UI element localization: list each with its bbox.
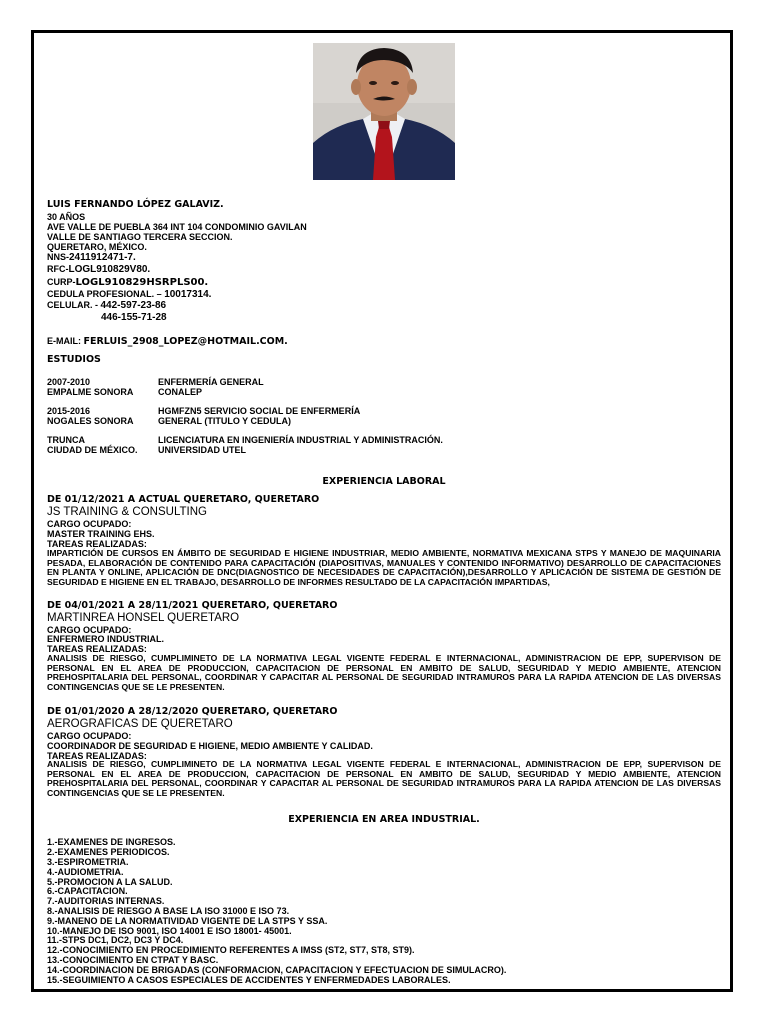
job-1-tasks: IMPARTICIÓN DE CURSOS EN ÁMBITO DE SEGURIDAD E HIGIENE INDUSTRIAR, MEDIO AMBIENTE, NORMATIVA MEXICANA STPS Y MANEJO DE MAQUINARIA PESADA, ELABORACIÓN DE CONTENIDO PARA CAPACITACIÓN (DIAPOSITIVAS, MANUALES Y CONTENIDO INFORMATIVO) DESARROLLO DE CAPACITACIONES EN PLANTA Y ONLINE, APLICACIÓN DE DNC(DIAGNOSTICO DE NECESIDADES DE CAPACITACIÓN),DESARROLLO Y APLICACIÓN DE SISTEMA DE GESTIÓN DE SEGURIDAD E HIGIENE EN EL TRABAJO, DESARROLLO DE INFORMES RESULTADO DE LA CAPACITACIÓN IMPARTIDAS,: [47, 548, 721, 587]
email-line: [47, 336, 288, 347]
nns-value: 2411912471-7.: [69, 252, 136, 263]
job-2-tasks-label: TAREAS REALIZADAS:: [47, 644, 147, 654]
candidate-name: LUIS FERNANDO LÓPEZ GALAVIZ.: [47, 199, 224, 210]
job-2-company: MARTINREA HONSEL QUERETARO: [47, 612, 240, 624]
industrial-item: 12.-CONOCIMIENTO EN PROCEDIMIENTO REFERENTES A IMSS (ST2, ST7, ST8, ST9).: [47, 945, 415, 955]
job-3-role-label: CARGO OCUPADO:: [47, 731, 132, 741]
industrial-item: 1.-EXAMENES DE INGRESOS.: [47, 837, 176, 847]
study-1-period: 2007-2010: [47, 377, 91, 387]
industrial-item: 14.-COORDINACION DE BRIGADAS (CONFORMACION, CAPACITACION Y EFECTUACION DE SIMULACRO).: [47, 965, 507, 975]
curp-label: CURP-: [47, 277, 76, 287]
job-3-company: AEROGRAFICAS DE QUERETARO: [47, 718, 233, 730]
city: QUERETARO, MÉXICO.: [47, 242, 147, 252]
study-3-place: CIUDAD DE MÉXICO.: [47, 445, 138, 455]
job-2-tasks: ANALISIS DE RIESGO, CUMPLIMINETO DE LA NORMATIVA LEGAL VIGENTE FEDERAL E INTERNACIONAL, ADMINISTRACION DE EPP, SUPERVISON DE PERSONAL EN EL AREA DE PRODUCCION, CAPACITACION DE PERSONAL EN AMBITO DE SALUD, SEGURIDAD Y MEDIO AMBIENTE, ATENCION PREHOSPITALARIA DEL PERSONAL, COORDINAR Y CAPACITAR AL PERSONAL DE SEGURIDAD INTRAMUROS PARA LA RAPIDA ATENCION DE LAS DIVERSAS CONTINGENCIAS QUE SE LE PRESENTEN.: [47, 653, 721, 692]
job-1-role-label: CARGO OCUPADO:: [47, 519, 132, 529]
industrial-item: 3.-ESPIROMETRIA.: [47, 857, 129, 867]
email-value: FERLUIS_2908_LOPEZ@HOTMAIL.COM.: [83, 336, 288, 347]
rfc-line: [47, 264, 150, 275]
rfc-label: RFC-: [47, 264, 69, 274]
study-2-place: NOGALES SONORA: [47, 416, 134, 426]
job-1-tasks-label: TAREAS REALIZADAS:: [47, 539, 147, 549]
job-3-role: COORDINADOR DE SEGURIDAD E HIGIENE, MEDIO AMBIENTE Y CALIDAD.: [47, 741, 373, 751]
industrial-item: 6.-CAPACITACION.: [47, 886, 128, 896]
curp-value: LOGL910829HSRPLS00.: [75, 277, 209, 288]
industrial-title: EXPERIENCIA EN AREA INDUSTRIAL.: [288, 814, 480, 825]
rfc-value: LOGL910829V80.: [68, 264, 151, 275]
study-2-school: GENERAL (TITULO Y CEDULA): [158, 416, 292, 426]
study-3-program: LICENCIATURA EN INGENIERÍA INDUSTRIAL Y ADMINISTRACIÓN.: [158, 435, 443, 445]
nns-line: [47, 252, 136, 263]
cedula-label: CEDULA PROFESIONAL. –: [47, 289, 165, 299]
industrial-item: 10.-MANEJO DE ISO 9001, ISO 14001 E ISO 18001- 45001.: [47, 926, 292, 936]
study-1-school: CONALEP: [158, 387, 203, 397]
portrait-illustration: [313, 43, 455, 180]
industrial-item: 9.-MANENO DE LA NORMATIVIDAD VIGENTE DE LA STPS Y SSA.: [47, 916, 328, 926]
industrial-item: 7.-AUDITORIAS INTERNAS.: [47, 896, 165, 906]
industrial-item: 11.-STPS DC1, DC2, DC3 Y DC4.: [47, 935, 184, 945]
phone-1: 442-597-23-86: [100, 300, 167, 311]
industrial-item: 5.-PROMOCION A LA SALUD.: [47, 877, 173, 887]
job-2-dates: DE 04/01/2021 A 28/11/2021 QUERETARO, QUERETARO: [47, 600, 338, 611]
study-2-period: 2015-2016: [47, 406, 91, 416]
study-3-school: UNIVERSIDAD UTEL: [158, 445, 247, 455]
cedula-value: 10017314.: [164, 289, 212, 300]
job-3-tasks: ANALISIS DE RIESGO, CUMPLIMINETO DE LA NORMATIVA LEGAL VIGENTE FEDERAL E INTERNACIONAL, ADMINISTRACION DE EPP, SUPERVISON DE PERSONAL EN EL AREA DE PRODUCCION, CAPACITACION DE PERSONAL EN AMBITO DE SALUD, SEGURIDAD Y MEDIO AMBIENTE, ATENCION PREHOSPITALARIA DEL PERSONAL, COORDINAR Y CAPACITAR AL PERSONAL DE SEGURIDAD INTRAMUROS PARA LA RAPIDA ATENCION DE LAS DIVERSAS CONTINGENCIAS QUE SE LE PRESENTEN.: [47, 759, 721, 798]
industrial-item: 2.-EXAMENES PERIODICOS.: [47, 847, 170, 857]
study-2-program: HGMFZN5 SERVICIO SOCIAL DE ENFERMERÍA: [158, 406, 361, 416]
nns-label: NNS-: [47, 252, 69, 262]
profile-photo: [313, 43, 455, 180]
age: 30 AÑOS: [47, 212, 86, 222]
industrial-item: 8.-ANALISIS DE RIESGO A BASE LA ISO 31000 E ISO 73.: [47, 906, 290, 916]
study-3-period: TRUNCA: [47, 435, 85, 445]
study-1-program: ENFERMERÍA GENERAL: [158, 377, 264, 387]
industrial-item: 4.-AUDIOMETRIA.: [47, 867, 124, 877]
job-1-company: JS TRAINING & CONSULTING: [47, 506, 207, 518]
job-2-role: ENFERMERO INDUSTRIAL.: [47, 634, 164, 644]
industrial-item: 13.-CONOCIMIENTO EN CTPAT Y BASC.: [47, 955, 219, 965]
address-line-2: VALLE DE SANTIAGO TERCERA SECCION.: [47, 232, 233, 242]
studies-title: ESTUDIOS: [47, 354, 101, 365]
phone-2: 446-155-71-28: [101, 312, 167, 323]
study-1-place: EMPALME SONORA: [47, 387, 134, 397]
industrial-item: 15.-SEGUIMIENTO A CASOS ESPECIALES DE ACCIDENTES Y ENFERMEDADES LABORALES.: [47, 975, 451, 985]
job-2-role-label: CARGO OCUPADO:: [47, 625, 132, 635]
curp-line: [47, 277, 208, 288]
phone-label: CELULAR. -: [47, 300, 101, 310]
address-line-1: AVE VALLE DE PUEBLA 364 INT 104 CONDOMINIO GAVILAN: [47, 222, 307, 232]
cedula-line: [47, 289, 211, 300]
job-3-tasks-label: TAREAS REALIZADAS:: [47, 751, 147, 761]
phone-line: [47, 300, 166, 311]
job-3-dates: DE 01/01/2020 A 28/12/2020 QUERETARO, QUERETARO: [47, 706, 338, 717]
experience-title: EXPERIENCIA LABORAL: [322, 476, 446, 487]
job-1-role: MASTER TRAINING EHS.: [47, 529, 155, 539]
email-label: E-MAIL:: [47, 336, 84, 346]
job-1-dates: DE 01/12/2021 A ACTUAL QUERETARO, QUERETARO: [47, 494, 320, 505]
